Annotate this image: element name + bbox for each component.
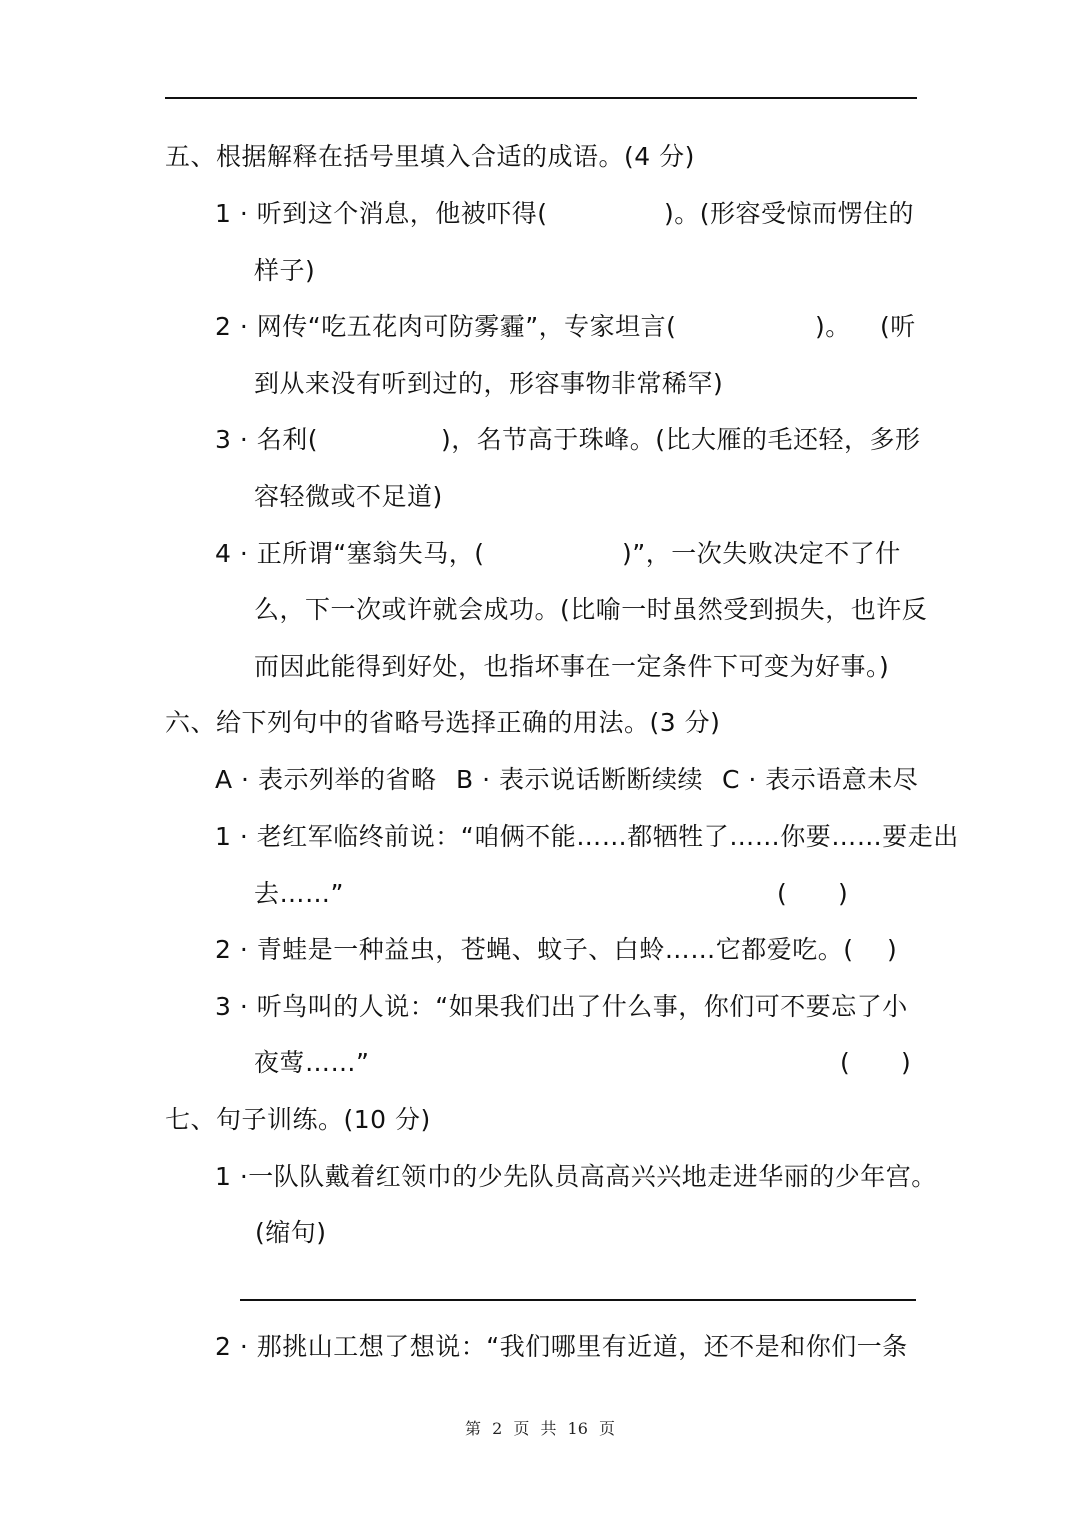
section-7-title: 七、句子训练。(10 分): [165, 1105, 431, 1134]
top-rule: [165, 97, 917, 99]
sec6-q3-part2: 夜莺……”: [254, 1048, 370, 1077]
sec6-q3-paren-close: ): [901, 1048, 911, 1077]
sec7-q1-answer-line: [240, 1299, 916, 1301]
option-b: B · 表示说话断断续续: [456, 765, 703, 794]
sec7-q2-part1: 2 · 那挑山工想了想说：“我们哪里有近道，还不是和你们一条: [215, 1332, 908, 1361]
sec5-q2-part3: (听: [880, 312, 916, 341]
sec5-q4-part4: 而因此能得到好处，也指坏事在一定条件下可变为好事。): [254, 652, 890, 681]
sec7-q1-part2: (缩句): [255, 1218, 327, 1247]
sec5-q1-part2: )。(形容受惊而愣住的: [664, 199, 915, 228]
sec5-q4-part1: 4 · 正所谓“塞翁失马，(: [215, 539, 485, 568]
sec6-q1-paren-open: (: [777, 879, 787, 908]
sec5-q2-part4: 到从来没有听到过的，形容事物非常稀罕): [254, 369, 724, 398]
sec5-q2-part1: 2 · 网传“吃五花肉可防雾霾”，专家坦言(: [215, 312, 677, 341]
sec6-q1-part1: 1 · 老红军临终前说：“咱俩不能……都牺牲了……你要……要走出: [215, 822, 959, 851]
sec5-q1-part1: 1 · 听到这个消息，他被吓得(: [215, 199, 548, 228]
sec5-q4-part2: )”，一次失败决定不了什: [622, 539, 901, 568]
sec6-q2: 2 · 青蛙是一种益虫，苍蝇、蚊子、白蛉……它都爱吃。(: [215, 935, 854, 964]
sec6-q1-part2: 去……”: [254, 879, 344, 908]
option-c: C · 表示语意未尽: [722, 765, 919, 794]
sec6-q3-paren-open: (: [840, 1048, 850, 1077]
option-a: A · 表示列举的省略: [215, 765, 437, 794]
page-footer: 第 2 页 共 16 页: [465, 1419, 615, 1438]
sec6-q3-part1: 3 · 听鸟叫的人说：“如果我们出了什么事，你们可不要忘了小: [215, 992, 908, 1021]
sec5-q3-part1: 3 · 名利(: [215, 425, 318, 454]
sec7-q1-part1: 1 ·一队队戴着红领巾的少先队员高高兴兴地走进华丽的少年宫。: [215, 1162, 937, 1191]
sec5-q3-part3: 容轻微或不足道): [254, 482, 443, 511]
section-5-title: 五、根据解释在括号里填入合适的成语。(4 分): [165, 142, 695, 171]
sec6-q2-paren-close: ): [887, 935, 897, 964]
sec5-q3-part2: )，名节高于珠峰。(比大雁的毛还轻，多形: [441, 425, 921, 454]
section-6-title: 六、给下列句中的省略号选择正确的用法。(3 分): [165, 708, 721, 737]
sec5-q4-part3: 么，下一次或许就会成功。(比喻一时虽然受到损失，也许反: [254, 595, 928, 624]
sec5-q1-part3: 样子): [254, 256, 316, 285]
sec6-q1-paren-close: ): [838, 879, 848, 908]
sec5-q2-part2: )。: [815, 312, 851, 341]
